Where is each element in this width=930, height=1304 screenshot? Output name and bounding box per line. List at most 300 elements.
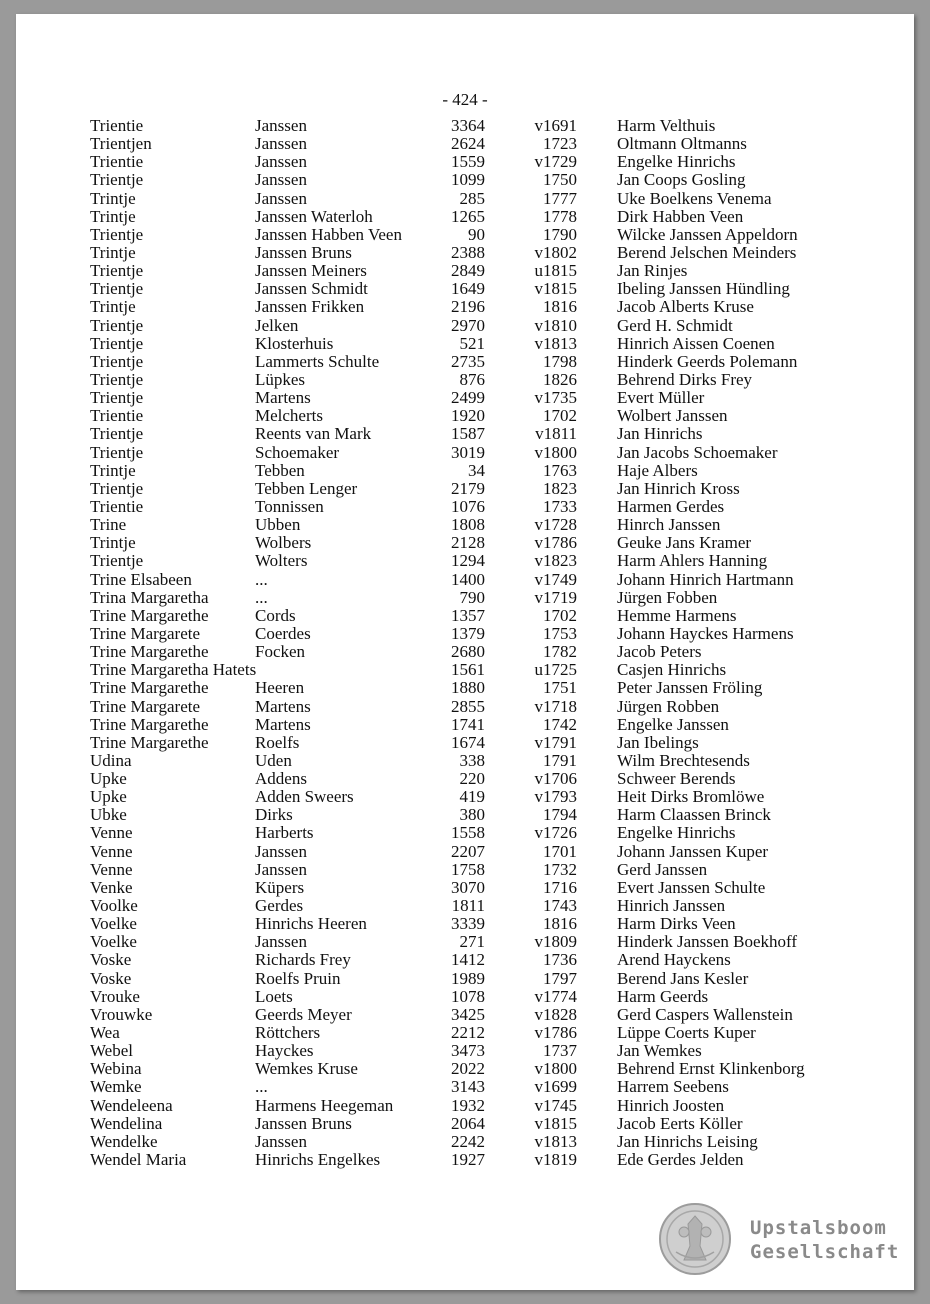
- spouse-name: Jürgen Fobben: [617, 587, 718, 607]
- first-name: Vrouwke: [90, 1004, 153, 1024]
- entry-date: 1737: [543, 1041, 577, 1061]
- register-row: [90, 734, 850, 752]
- register-row: [90, 262, 850, 280]
- first-name: Venne: [90, 823, 133, 843]
- first-name: Trine Margarete: [90, 623, 201, 643]
- last-name: Martens: [255, 388, 311, 408]
- register-row: [90, 933, 850, 951]
- register-row: [90, 679, 850, 697]
- spouse-name: Jan Hinrich Kross: [617, 478, 740, 498]
- first-name: Trientje: [90, 224, 144, 244]
- register-row: [90, 806, 850, 824]
- first-name: Wemke: [90, 1077, 142, 1097]
- entry-number: 2388: [451, 242, 485, 262]
- register-row: [90, 643, 850, 661]
- entry-date: 1701: [543, 841, 577, 861]
- entry-date: u1725: [534, 660, 577, 680]
- register-row: [90, 607, 850, 625]
- first-name: Trientie: [90, 496, 144, 516]
- last-name: Dirks: [255, 805, 293, 825]
- spouse-name: Gerd Caspers Wallenstein: [617, 1004, 793, 1024]
- register-row: [90, 371, 850, 389]
- spouse-name: Oltmann Oltmanns: [617, 134, 747, 154]
- entry-number: 1558: [451, 823, 485, 843]
- register-row: [90, 317, 850, 335]
- last-name: Janssen: [255, 1131, 307, 1151]
- first-name: Trientje: [90, 551, 144, 571]
- last-name: Reents van Mark: [255, 424, 372, 444]
- entry-date: v1819: [534, 1150, 577, 1170]
- entry-date: 1816: [543, 914, 577, 934]
- first-name: Trientje: [90, 333, 144, 353]
- last-name: Küpers: [255, 877, 305, 897]
- register-row: [90, 335, 850, 353]
- register-row: [90, 788, 850, 806]
- first-name: Trine: [90, 515, 127, 535]
- register-row: [90, 298, 850, 316]
- entry-date: v1815: [534, 1113, 577, 1133]
- entry-date: 1782: [543, 642, 577, 662]
- entry-date: 1702: [543, 406, 577, 426]
- entry-number: 1674: [451, 732, 485, 752]
- last-name: Janssen: [255, 188, 307, 208]
- entry-number: 1379: [451, 623, 485, 643]
- entry-number: 3473: [451, 1041, 485, 1061]
- entry-date: 1702: [543, 605, 577, 625]
- spouse-name: Harm Velthuis: [617, 116, 716, 135]
- last-name: Roelfs Pruin: [255, 968, 341, 988]
- spouse-name: Evert Janssen Schulte: [617, 877, 766, 897]
- spouse-name: Berend Jelschen Meinders: [617, 242, 797, 262]
- spouse-name: Hinrch Janssen: [617, 515, 721, 535]
- last-name: Röttchers: [255, 1023, 321, 1043]
- register-row: [90, 716, 850, 734]
- register-row: [90, 988, 850, 1006]
- spouse-name: Engelke Hinrichs: [617, 152, 736, 172]
- entry-date: v1726: [534, 823, 577, 843]
- entry-number: 2128: [451, 533, 485, 553]
- entry-date: v1735: [534, 388, 577, 408]
- first-name: Trientje: [90, 279, 144, 299]
- last-name: Gerdes: [255, 896, 304, 916]
- first-name: Voelke: [90, 932, 137, 952]
- last-name: Lammerts Schulte: [255, 351, 380, 371]
- entry-number: 1649: [451, 279, 485, 299]
- spouse-name: Wolbert Janssen: [617, 406, 728, 426]
- spouse-name: Harmen Gerdes: [617, 496, 725, 516]
- entry-date: 1742: [543, 714, 577, 734]
- entry-date: v1810: [534, 315, 577, 335]
- spouse-name: Jan Rinjes: [617, 261, 688, 281]
- first-name: Upke: [90, 769, 127, 789]
- register-row: [90, 661, 850, 679]
- last-name: Harmens Heegeman: [255, 1095, 394, 1115]
- first-name: Wendelina: [90, 1113, 163, 1133]
- register-row: [90, 861, 850, 879]
- first-name: Upke: [90, 787, 127, 807]
- spouse-name: Arend Hayckens: [617, 950, 731, 970]
- first-name: Trientjen: [90, 134, 152, 154]
- spouse-name: Hinderk Janssen Boekhoff: [617, 932, 798, 952]
- last-name: Wolbers: [255, 533, 312, 553]
- register-row: [90, 571, 850, 589]
- entry-number: 1741: [451, 714, 485, 734]
- first-name: Trientje: [90, 315, 144, 335]
- spouse-name: Johann Hayckes Harmens: [617, 623, 794, 643]
- entry-date: 1743: [543, 896, 577, 916]
- entry-number: 876: [459, 369, 485, 389]
- first-name: Voolke: [90, 896, 138, 916]
- first-name: Wendeleena: [90, 1095, 173, 1115]
- entry-number: 2680: [451, 642, 485, 662]
- last-name: Harberts: [255, 823, 314, 843]
- spouse-name: Hinrich Aissen Coenen: [617, 333, 775, 353]
- entry-date: 1826: [543, 369, 577, 389]
- entry-number: 2499: [451, 388, 485, 408]
- first-name: Trientje: [90, 369, 144, 389]
- last-name: Janssen Waterloh: [255, 206, 373, 226]
- first-name: Trine Margarethe: [90, 714, 209, 734]
- last-name: Loets: [255, 986, 293, 1006]
- entry-date: 1736: [543, 950, 577, 970]
- first-name: Voske: [90, 950, 132, 970]
- last-name: Janssen Schmidt: [255, 279, 368, 299]
- entry-number: 2624: [451, 134, 485, 154]
- register-row: [90, 534, 850, 552]
- register-row: [90, 970, 850, 988]
- last-name: Coerdes: [255, 623, 311, 643]
- entry-date: 1753: [543, 623, 577, 643]
- register-row: [90, 897, 850, 915]
- entry-date: 1798: [543, 351, 577, 371]
- spouse-name: Wilm Brechtesends: [617, 750, 750, 770]
- last-name: Janssen Bruns: [255, 1113, 352, 1133]
- entry-number: 90: [468, 224, 485, 244]
- register-row: [90, 190, 850, 208]
- entry-number: 3425: [451, 1004, 485, 1024]
- last-name: Janssen: [255, 841, 307, 861]
- entry-number: 2022: [451, 1059, 485, 1079]
- first-name: Trintje: [90, 206, 136, 226]
- entry-number: 380: [459, 805, 485, 825]
- entry-date: v1791: [534, 732, 577, 752]
- register-row: [90, 516, 850, 534]
- spouse-name: Ibeling Janssen Hündling: [617, 279, 790, 299]
- first-name: Trintje: [90, 188, 136, 208]
- name-register: [90, 117, 850, 1169]
- spouse-name: Harm Dirks Veen: [617, 914, 736, 934]
- watermark-line-2: Gesellschaft: [750, 1241, 900, 1263]
- register-row: [90, 1024, 850, 1042]
- first-name: Wendelke: [90, 1131, 158, 1151]
- last-name: Tebben Lenger: [255, 478, 358, 498]
- entry-number: 1400: [451, 569, 485, 589]
- register-row: [90, 407, 850, 425]
- last-name: Ubben: [255, 515, 301, 535]
- entry-number: 1587: [451, 424, 485, 444]
- entry-number: 1561: [451, 660, 485, 680]
- first-name: Trientje: [90, 170, 144, 190]
- last-name: Lüpkes: [255, 369, 306, 389]
- spouse-name: Johann Janssen Kuper: [617, 841, 769, 861]
- first-name: Trine Elsabeen: [90, 569, 192, 589]
- register-row: [90, 425, 850, 443]
- first-name: Venne: [90, 841, 133, 861]
- entry-date: 1778: [543, 206, 577, 226]
- first-name: Vrouke: [90, 986, 140, 1006]
- last-name: Janssen: [255, 170, 307, 190]
- entry-date: 1823: [543, 478, 577, 498]
- entry-number: 338: [459, 750, 485, 770]
- first-name: Trintje: [90, 242, 136, 262]
- entry-number: 3070: [451, 877, 485, 897]
- entry-number: 1412: [451, 950, 485, 970]
- first-name: Trientje: [90, 261, 144, 281]
- spouse-name: Behrend Ernst Klinkenborg: [617, 1059, 805, 1079]
- last-name: Cords: [255, 605, 296, 625]
- entry-date: v1718: [534, 696, 577, 716]
- first-name: Trine Margaretha Hatets: [90, 660, 257, 680]
- watermark-line-1: Upstalsboom: [750, 1217, 887, 1239]
- last-name: Hinrichs Engelkes: [255, 1150, 381, 1170]
- entry-date: v1706: [534, 769, 577, 789]
- entry-number: 2207: [451, 841, 485, 861]
- spouse-name: Evert Müller: [617, 388, 705, 408]
- entry-number: 1808: [451, 515, 485, 535]
- last-name: Janssen Bruns: [255, 242, 352, 262]
- register-row: [90, 1078, 850, 1096]
- last-name: Hayckes: [255, 1041, 314, 1061]
- spouse-name: Jan Ibelings: [617, 732, 699, 752]
- spouse-name: Jacob Alberts Kruse: [617, 297, 754, 317]
- entry-number: 1932: [451, 1095, 485, 1115]
- last-name: Focken: [255, 642, 306, 662]
- entry-number: 2242: [451, 1131, 485, 1151]
- last-name: Geerds Meyer: [255, 1004, 352, 1024]
- last-name: Janssen: [255, 932, 307, 952]
- last-name: Adden Sweers: [255, 787, 354, 807]
- entry-date: v1786: [534, 533, 577, 553]
- entry-number: 285: [459, 188, 485, 208]
- spouse-name: Harm Ahlers Hanning: [617, 551, 768, 571]
- entry-date: v1691: [534, 116, 577, 135]
- entry-date: v1802: [534, 242, 577, 262]
- last-name: Janssen: [255, 116, 307, 135]
- spouse-name: Behrend Dirks Frey: [617, 369, 753, 389]
- entry-date: 1716: [543, 877, 577, 897]
- entry-number: 2855: [451, 696, 485, 716]
- first-name: Trina Margaretha: [90, 587, 209, 607]
- spouse-name: Jan Wemkes: [617, 1041, 702, 1061]
- register-row: [90, 353, 850, 371]
- register-row: [90, 589, 850, 607]
- last-name: Janssen: [255, 134, 307, 154]
- register-row: [90, 915, 850, 933]
- last-name: Wolters: [255, 551, 308, 571]
- entry-number: 790: [459, 587, 485, 607]
- register-row: [90, 135, 850, 153]
- spouse-name: Harm Geerds: [617, 986, 709, 1006]
- first-name: Trientie: [90, 152, 144, 172]
- entry-date: 1791: [543, 750, 577, 770]
- last-name: Janssen Frikken: [255, 297, 365, 317]
- entry-date: v1800: [534, 1059, 577, 1079]
- entry-date: v1815: [534, 279, 577, 299]
- spouse-name: Jan Hinrichs Leising: [617, 1131, 758, 1151]
- register-row: [90, 280, 850, 298]
- entry-date: 1723: [543, 134, 577, 154]
- entry-number: 2179: [451, 478, 485, 498]
- spouse-name: Uke Boelkens Venema: [617, 188, 772, 208]
- spouse-name: Hinrich Joosten: [617, 1095, 725, 1115]
- first-name: Trine Margarethe: [90, 642, 209, 662]
- register-row: [90, 824, 850, 842]
- entry-date: 1733: [543, 496, 577, 516]
- first-name: Trientje: [90, 478, 144, 498]
- entry-number: 2212: [451, 1023, 485, 1043]
- spouse-name: Casjen Hinrichs: [617, 660, 727, 680]
- first-name: Venke: [90, 877, 133, 897]
- register-row: [90, 1042, 850, 1060]
- entry-date: v1786: [534, 1023, 577, 1043]
- entry-number: 2735: [451, 351, 485, 371]
- entry-date: v1729: [534, 152, 577, 172]
- spouse-name: Hinrich Janssen: [617, 896, 726, 916]
- seal-icon: [658, 1202, 732, 1276]
- entry-date: 1816: [543, 297, 577, 317]
- entry-date: v1793: [534, 787, 577, 807]
- entry-number: 1989: [451, 968, 485, 988]
- last-name: ...: [255, 587, 268, 607]
- spouse-name: Lüppe Coerts Kuper: [617, 1023, 756, 1043]
- entry-number: 1099: [451, 170, 485, 190]
- register-row: [90, 171, 850, 189]
- entry-number: 419: [459, 787, 485, 807]
- first-name: Trine Margarete: [90, 696, 201, 716]
- spouse-name: Hemme Harmens: [617, 605, 737, 625]
- first-name: Wea: [90, 1023, 120, 1043]
- entry-number: 1811: [451, 896, 485, 916]
- entry-number: 271: [459, 932, 485, 952]
- first-name: Trine Margarethe: [90, 678, 209, 698]
- first-name: Trintje: [90, 533, 136, 553]
- spouse-name: Jacob Peters: [617, 642, 702, 662]
- spouse-name: Harm Claassen Brinck: [617, 805, 771, 825]
- entry-number: 1294: [451, 551, 485, 571]
- register-row: [90, 1006, 850, 1024]
- entry-date: v1828: [534, 1004, 577, 1024]
- spouse-name: Geuke Jans Kramer: [617, 533, 752, 553]
- entry-date: v1813: [534, 333, 577, 353]
- entry-number: 1927: [451, 1150, 485, 1170]
- entry-number: 1357: [451, 605, 485, 625]
- entry-date: v1774: [534, 986, 577, 1006]
- entry-number: 3019: [451, 442, 485, 462]
- entry-number: 3143: [451, 1077, 485, 1097]
- register-row: [90, 226, 850, 244]
- entry-number: 1076: [451, 496, 485, 516]
- first-name: Webina: [90, 1059, 142, 1079]
- spouse-name: Heit Dirks Bromlöwe: [617, 787, 765, 807]
- entry-number: 2196: [451, 297, 485, 317]
- entry-date: 1794: [543, 805, 577, 825]
- spouse-name: Peter Janssen Fröling: [617, 678, 763, 698]
- spouse-name: Schweer Berends: [617, 769, 736, 789]
- first-name: Trine Margarethe: [90, 732, 209, 752]
- entry-number: 1078: [451, 986, 485, 1006]
- entry-number: 1880: [451, 678, 485, 698]
- document-page: [16, 14, 914, 1290]
- last-name: Janssen: [255, 859, 307, 879]
- register-row: [90, 444, 850, 462]
- spouse-name: Johann Hinrich Hartmann: [617, 569, 794, 589]
- first-name: Trintje: [90, 460, 136, 480]
- last-name: Uden: [255, 750, 292, 770]
- entry-date: 1750: [543, 170, 577, 190]
- entry-date: v1800: [534, 442, 577, 462]
- entry-number: 3339: [451, 914, 485, 934]
- spouse-name: Jan Coops Gosling: [617, 170, 746, 190]
- last-name: Martens: [255, 696, 311, 716]
- register-row: [90, 462, 850, 480]
- register-row: [90, 153, 850, 171]
- first-name: Webel: [90, 1041, 133, 1061]
- last-name: Hinrichs Heeren: [255, 914, 367, 934]
- entry-number: 2849: [451, 261, 485, 281]
- first-name: Trine Margarethe: [90, 605, 209, 625]
- entry-date: v1745: [534, 1095, 577, 1115]
- entry-date: v1811: [535, 424, 577, 444]
- first-name: Trientie: [90, 116, 144, 135]
- spouse-name: Haje Albers: [617, 460, 698, 480]
- register-row: [90, 770, 850, 788]
- spouse-name: Berend Jans Kesler: [617, 968, 749, 988]
- register-row: [90, 1151, 850, 1169]
- first-name: Venne: [90, 859, 133, 879]
- entry-number: 3364: [451, 116, 485, 135]
- last-name: Janssen Meiners: [255, 261, 367, 281]
- register-row: [90, 208, 850, 226]
- first-name: Trientie: [90, 406, 144, 426]
- spouse-name: Jan Hinrichs: [617, 424, 703, 444]
- entry-date: 1790: [543, 224, 577, 244]
- entry-number: 1559: [451, 152, 485, 172]
- spouse-name: Engelke Janssen: [617, 714, 729, 734]
- entry-date: 1777: [543, 188, 577, 208]
- register-row: [90, 1133, 850, 1151]
- first-name: Udina: [90, 750, 132, 770]
- entry-date: v1719: [534, 587, 577, 607]
- last-name: Jelken: [255, 315, 299, 335]
- register-row: [90, 244, 850, 262]
- last-name: Roelfs: [255, 732, 300, 752]
- first-name: Trientje: [90, 442, 144, 462]
- entry-date: v1823: [534, 551, 577, 571]
- last-name: Schoemaker: [255, 442, 340, 462]
- spouse-name: Jacob Eerts Köller: [617, 1113, 743, 1133]
- register-row: [90, 843, 850, 861]
- first-name: Wendel Maria: [90, 1150, 187, 1170]
- register-row: [90, 389, 850, 407]
- page-number: - 424 -: [442, 90, 488, 109]
- register-row: [90, 1060, 850, 1078]
- first-name: Trientje: [90, 388, 144, 408]
- entry-date: 1732: [543, 859, 577, 879]
- spouse-name: Hinderk Geerds Polemann: [617, 351, 798, 371]
- last-name: Melcherts: [255, 406, 323, 426]
- first-name: Ubke: [90, 805, 127, 825]
- last-name: Tonnissen: [255, 496, 324, 516]
